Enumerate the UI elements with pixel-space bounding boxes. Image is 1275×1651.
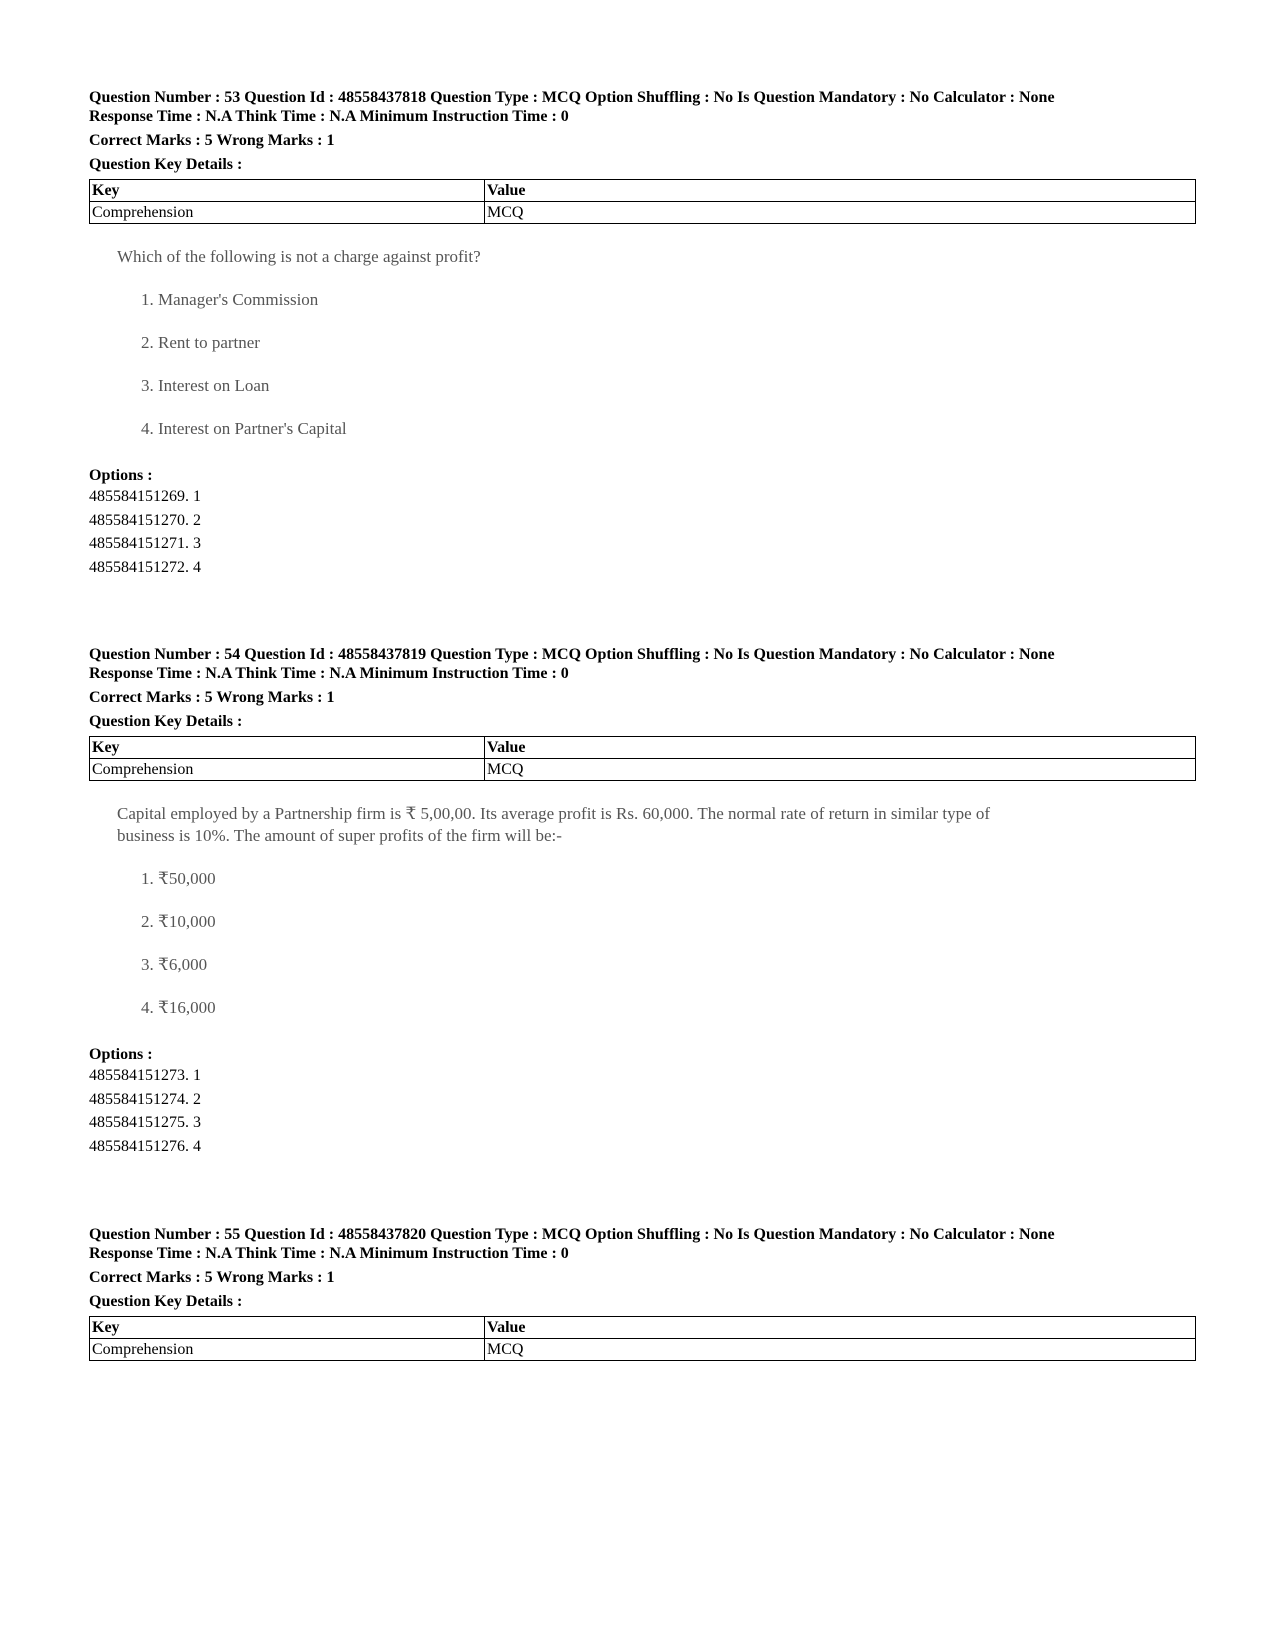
question-header-line1: Question Number : 55 Question Id : 48558437820 Question Type : MCQ Option Shuffling : No Is Question Mandatory : No Calculator : None: [89, 1226, 1055, 1243]
question-marks: Correct Marks : 5 Wrong Marks : 1: [89, 689, 335, 706]
question-choice: 2. Rent to partner: [141, 333, 260, 352]
table-header-value: Value: [485, 737, 1196, 759]
question-header-line2: Response Time : N.A Think Time : N.A Minimum Instruction Time : 0: [89, 108, 569, 125]
option-item: 485584151275. 3: [89, 1114, 201, 1131]
table-header-key: Key: [90, 180, 485, 202]
table-header-key: Key: [90, 737, 485, 759]
table-cell-key: Comprehension: [90, 1339, 485, 1361]
table-header-row: [90, 737, 1196, 759]
question-header-line2: Response Time : N.A Think Time : N.A Minimum Instruction Time : 0: [89, 665, 569, 682]
option-item: 485584151272. 4: [89, 558, 201, 576]
question-block-55: [89, 1225, 1196, 1361]
question-key-table: [89, 179, 1196, 224]
options-label: Options :: [89, 467, 153, 484]
question-choice: 1. Manager's Commission: [141, 290, 319, 309]
question-key-table: [89, 736, 1196, 781]
table-header-value: Value: [485, 180, 1196, 202]
question-key-table: [89, 1316, 1196, 1361]
question-header-line2: Response Time : N.A Think Time : N.A Minimum Instruction Time : 0: [89, 1245, 569, 1262]
question-choice: 4. Interest on Partner's Capital: [141, 419, 347, 438]
question-header-line1: Question Number : 54 Question Id : 48558437819 Question Type : MCQ Option Shuffling : No Is Question Mandatory : No Calculator : None: [89, 646, 1055, 663]
question-marks: Correct Marks : 5 Wrong Marks : 1: [89, 132, 335, 149]
option-item: 485584151276. 4: [89, 1137, 201, 1155]
question-key-details-label: Question Key Details :: [89, 713, 243, 730]
table-header-row: [90, 180, 1196, 202]
option-item: 485584151271. 3: [89, 535, 201, 552]
question-choice: 3. Interest on Loan: [141, 376, 270, 395]
question-choice: 3. ₹6,000: [141, 955, 208, 974]
option-item: 485584151269. 1: [89, 488, 201, 505]
question-image-body: [117, 803, 1196, 1019]
table-cell-value: MCQ: [485, 202, 1196, 224]
table-cell-key: Comprehension: [90, 759, 485, 781]
question-header-line1: Question Number : 53 Question Id : 48558437818 Question Type : MCQ Option Shuffling : No Is Question Mandatory : No Calculator : None: [89, 89, 1055, 106]
table-header-key: Key: [90, 1317, 485, 1339]
question-block-53: [89, 88, 1196, 579]
question-choice: 2. ₹10,000: [141, 912, 216, 931]
question-stem: Which of the following is not a charge against profit?: [117, 247, 481, 266]
table-row: [90, 1339, 1196, 1361]
table-row: [90, 759, 1196, 781]
table-cell-value: MCQ: [485, 759, 1196, 781]
table-header-value: Value: [485, 1317, 1196, 1339]
question-stem: Capital employed by a Partnership firm is ₹ 5,00,00. Its average profit is Rs. 60,000. The normal rate of return in similar type of business is 10%. The amount of super profits of the firm will be:-: [117, 804, 991, 845]
table-row: [90, 202, 1196, 224]
option-item: 485584151270. 2: [89, 511, 201, 529]
question-key-details-label: Question Key Details :: [89, 156, 243, 173]
question-block-54: [89, 645, 1196, 1158]
question-choice: 4. ₹16,000: [141, 998, 216, 1017]
options-label: Options :: [89, 1046, 153, 1063]
table-cell-value: MCQ: [485, 1339, 1196, 1361]
question-choice: 1. ₹50,000: [141, 869, 216, 888]
table-header-row: [90, 1317, 1196, 1339]
question-marks: Correct Marks : 5 Wrong Marks : 1: [89, 1269, 335, 1286]
question-key-details-label: Question Key Details :: [89, 1293, 243, 1310]
question-image-body: [117, 246, 1196, 440]
option-item: 485584151274. 2: [89, 1090, 201, 1108]
table-cell-key: Comprehension: [90, 202, 485, 224]
option-item: 485584151273. 1: [89, 1067, 201, 1084]
